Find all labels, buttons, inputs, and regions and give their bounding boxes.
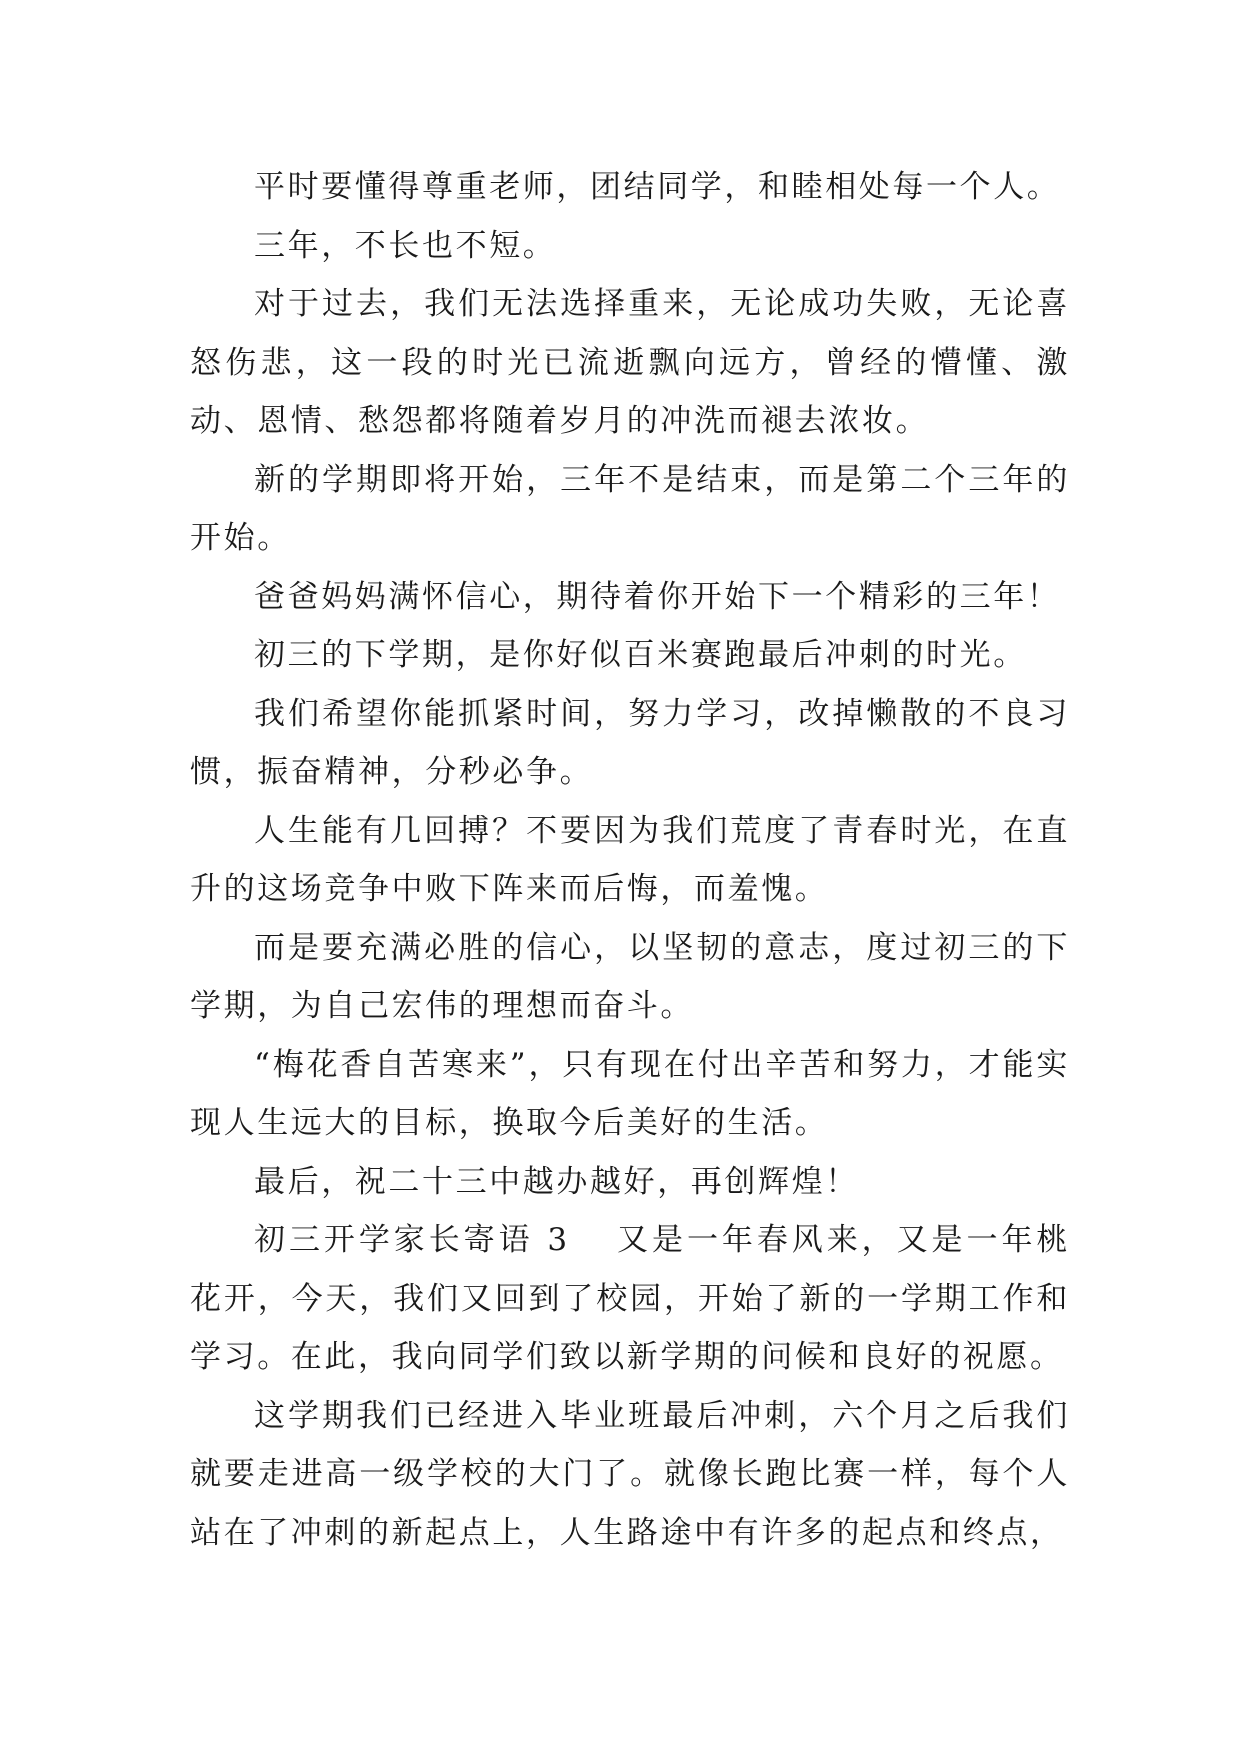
paragraph: 三年，不长也不短。 (254, 227, 557, 264)
section-heading: 初三开学家长寄语 3 (254, 1222, 570, 1258)
document-body (190, 158, 1070, 1562)
paragraph: 这学期我们已经进入毕业班最后冲刺，六个月之后我们就要走进高一级学校的大门了。就像长跑比赛一样，每个人站在了冲刺的新起点上，人生路途中有许多的起点和终点， (190, 1397, 1070, 1551)
paragraph: 人生能有几回搏？不要因为我们荒度了青春时光，在直升的这场竞争中败下阵来而后悔，而羞愧。 (190, 812, 1070, 907)
paragraph: “梅花香自苦寒来”，只有现在付出辛苦和努力，才能实现人生远大的目标，换取今后美好的生活。 (190, 1046, 1070, 1141)
paragraph: 平时要懂得尊重老师，团结同学，和睦相处每一个人。 (254, 169, 1061, 205)
paragraph: 新的学期即将开始，三年不是结束，而是第二个三年的开始。 (190, 461, 1070, 556)
paragraph: 最后，祝二十三中越办越好，再创辉煌！ (254, 1163, 859, 1200)
paragraph: 对于过去，我们无法选择重来，无论成功失败，无论喜怒伤悲，这一段的时光已流逝飘向远方，曾经的懵懂、激动、恩情、愁怨都将随着岁月的冲洗而褪去浓妆。 (190, 286, 1070, 439)
paragraph: 爸爸妈妈满怀信心，期待着你开始下一个精彩的三年！ (254, 578, 1061, 615)
paragraph: 我们希望你能抓紧时间，努力学习，改掉懒散的不良习惯，振奋精神，分秒必争。 (190, 695, 1070, 790)
section-intro: 又是一年春风来，又是一年桃花开，今天，我们又回到了校园，开始了新的一学期工作和学习。在此，我向同学们致以新学期的问候和良好的祝愿。 (190, 1222, 1070, 1375)
paragraph: 而是要充满必胜的信心，以坚韧的意志，度过初三的下学期，为自己宏伟的理想而奋斗。 (190, 929, 1070, 1024)
paragraph: 初三的下学期，是你好似百米赛跑最后冲刺的时光。 (254, 637, 1027, 673)
section-paragraph (190, 1211, 1070, 1387)
